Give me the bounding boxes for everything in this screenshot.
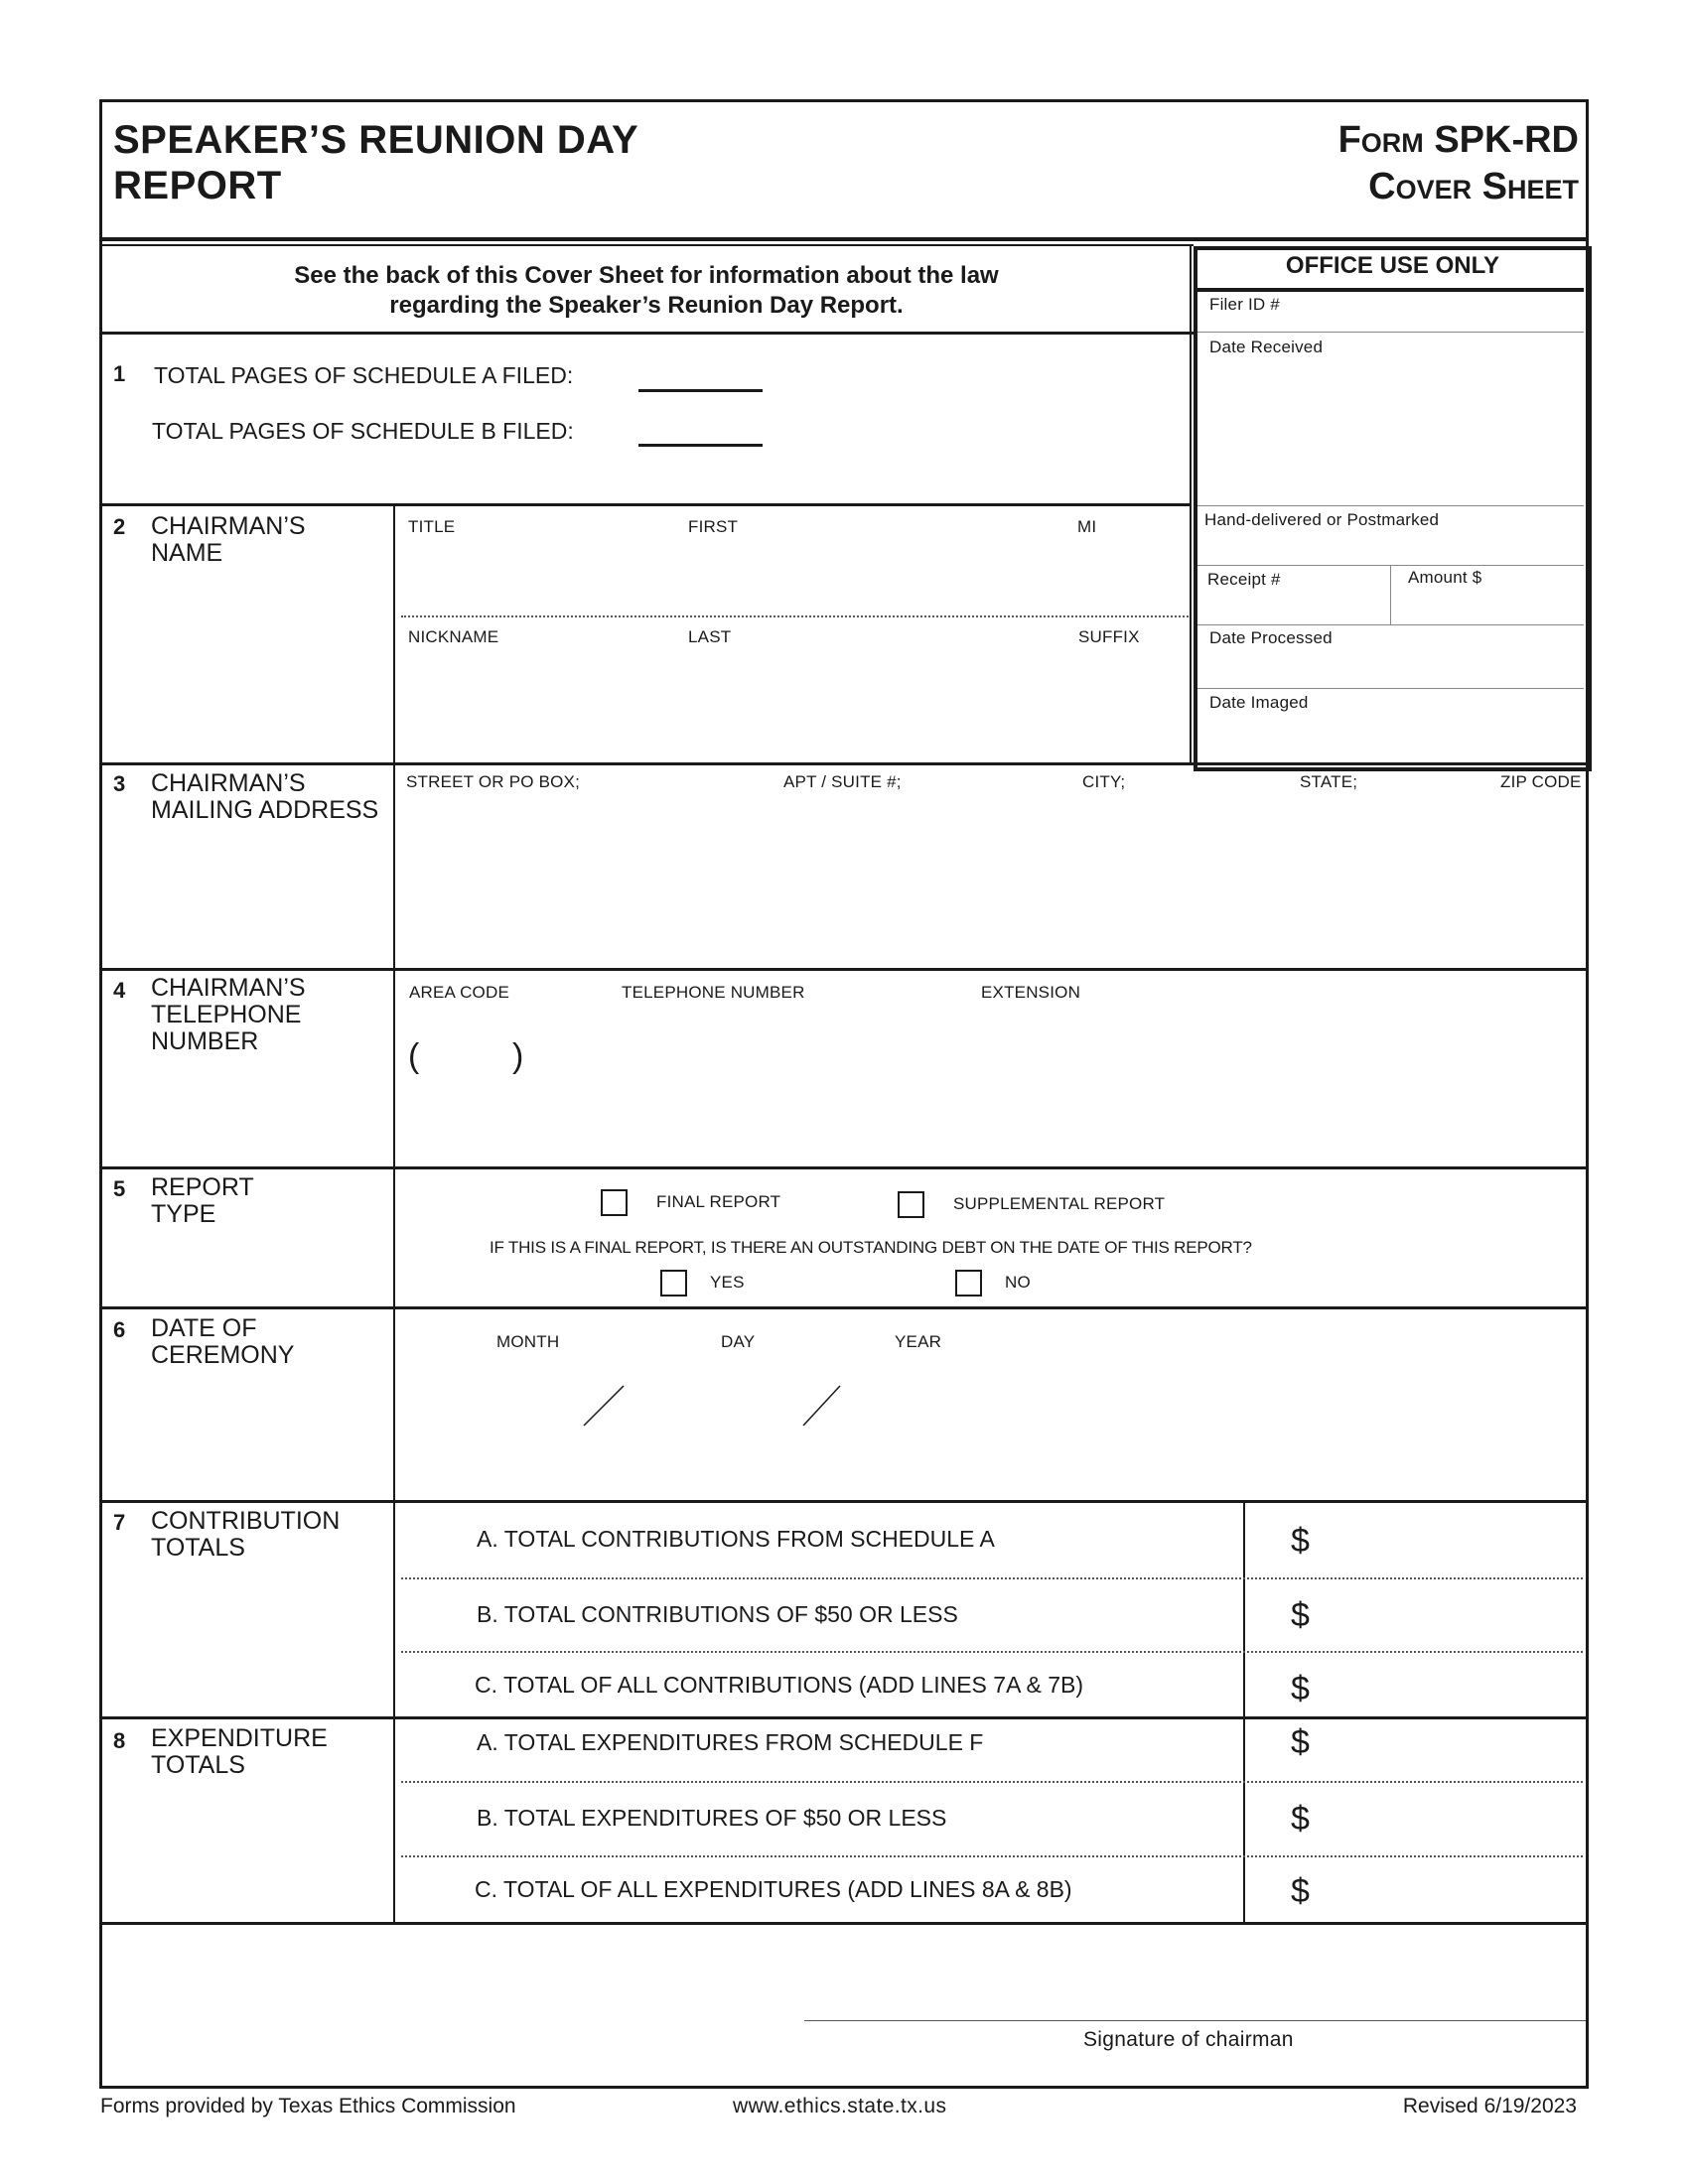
form-title-line2: REPORT — [113, 164, 282, 207]
contributions-c-amount-field[interactable] — [1321, 1660, 1579, 1714]
amount-label: Amount $ — [1408, 568, 1482, 587]
expenditures-line-b: B. TOTAL EXPENDITURES OF $50 OR LESS — [477, 1805, 947, 1831]
footer-website[interactable]: www.ethics.state.tx.us — [733, 2095, 947, 2117]
name-last-label: LAST — [688, 627, 732, 646]
date-slash-2 — [803, 1386, 840, 1426]
section-2-label-line2: NAME — [151, 539, 223, 567]
final-report-label: FINAL REPORT — [656, 1192, 781, 1211]
contributions-a-dollar: $ — [1291, 1522, 1310, 1560]
debt-no-checkbox[interactable] — [955, 1270, 982, 1297]
address-zip-label: ZIP CODE — [1500, 772, 1582, 791]
schedule-b-pages-field[interactable] — [638, 444, 763, 447]
section-6-rule — [99, 1500, 1589, 1503]
contributions-b-amount-field[interactable] — [1321, 1588, 1579, 1643]
header-rule — [99, 237, 1589, 241]
date-day-field[interactable] — [695, 1370, 794, 1430]
date-year-field[interactable] — [874, 1370, 1003, 1430]
name-first-label: FIRST — [688, 517, 739, 536]
contributions-line-c: C. TOTAL OF ALL CONTRIBUTIONS (ADD LINES 7A & 7B) — [475, 1672, 1084, 1698]
section-3-number: 3 — [113, 771, 126, 796]
name-suffix-label: SUFFIX — [1078, 627, 1140, 646]
contributions-row-divider-2 — [401, 1651, 1583, 1653]
office-use-heading-rule — [1197, 288, 1584, 292]
name-row-divider — [401, 615, 1189, 617]
filer-id-label: Filer ID # — [1209, 295, 1280, 314]
section-4-label-line1: CHAIRMAN’S — [151, 974, 306, 1002]
address-city-label: CITY; — [1082, 772, 1126, 791]
office-use-heading: OFFICE USE ONLY — [1285, 252, 1500, 279]
hand-delivered-label: Hand-delivered or Postmarked — [1204, 510, 1440, 529]
final-report-checkbox[interactable] — [601, 1189, 628, 1216]
receipt-label: Receipt # — [1207, 570, 1281, 589]
mailing-address-field[interactable] — [399, 794, 1581, 963]
section-5-rule — [99, 1306, 1589, 1309]
expenditures-b-dollar: $ — [1291, 1800, 1310, 1838]
expenditures-b-amount-field[interactable] — [1321, 1792, 1579, 1846]
section-8-rule — [99, 1922, 1589, 1925]
form-subtitle: Cover Sheet — [1368, 166, 1579, 207]
supplemental-report-label: SUPPLEMENTAL REPORT — [953, 1194, 1166, 1213]
supplemental-report-checkbox[interactable] — [898, 1191, 924, 1218]
date-imaged-label: Date Imaged — [1209, 693, 1309, 712]
section-7-label-line1: CONTRIBUTION — [151, 1507, 341, 1535]
section-7-label-line2: TOTALS — [151, 1534, 245, 1562]
telephone-number-field[interactable] — [616, 1032, 953, 1082]
form-number: Form SPK-RD — [1337, 119, 1579, 161]
section-5-label-line2: TYPE — [151, 1200, 216, 1228]
extension-field[interactable] — [977, 1032, 1275, 1082]
section-8-label-line1: EXPENDITURE — [151, 1724, 328, 1752]
notice — [102, 261, 1191, 321]
notice-rule — [99, 332, 1194, 335]
expenditures-line-a: A. TOTAL EXPENDITURES FROM SCHEDULE F — [477, 1729, 984, 1755]
signature-label: Signature of chairman — [1083, 2028, 1294, 2051]
area-code-paren-close: ) — [512, 1037, 524, 1075]
contributions-b-dollar: $ — [1291, 1596, 1310, 1634]
office-rule-4 — [1197, 624, 1584, 625]
frame-left — [99, 99, 102, 2089]
section-6-label — [151, 1315, 294, 1369]
section-2-label-line1: CHAIRMAN’S — [151, 512, 306, 540]
section-4-label — [151, 975, 306, 1055]
section-1-rule — [99, 503, 1192, 506]
frame-bottom — [99, 2086, 1589, 2089]
expenditures-row-divider-1 — [401, 1781, 1583, 1783]
date-received-label: Date Received — [1209, 338, 1324, 356]
section-4-label-line3: NUMBER — [151, 1027, 259, 1055]
debt-yes-label: YES — [710, 1273, 745, 1292]
phone-number-label: TELEPHONE NUMBER — [622, 983, 805, 1002]
contributions-a-amount-field[interactable] — [1321, 1519, 1579, 1573]
section-8-number: 8 — [113, 1728, 126, 1753]
notice-line2: regarding the Speaker’s Reunion Day Report. — [389, 292, 904, 319]
section-4-number: 4 — [113, 978, 126, 1003]
signature-line — [804, 2020, 1586, 2021]
footer-provider: Forms provided by Texas Ethics Commission — [100, 2095, 516, 2117]
header-rule-thin — [99, 244, 1194, 246]
phone-extension-label: EXTENSION — [981, 983, 1081, 1002]
label-column-divider — [393, 506, 395, 1922]
name-mi-label: MI — [1077, 517, 1097, 536]
date-month-field[interactable] — [477, 1370, 576, 1430]
debt-yes-checkbox[interactable] — [660, 1270, 687, 1297]
date-processed-label: Date Processed — [1209, 628, 1333, 647]
expenditures-row-divider-2 — [401, 1855, 1583, 1857]
form-id — [1082, 116, 1579, 209]
last-name-field[interactable] — [399, 647, 1189, 756]
notice-line1: See the back of this Cover Sheet for information about the law — [294, 262, 999, 289]
address-apt-label: APT / SUITE #; — [783, 772, 902, 791]
footer-revised-date: Revised 6/19/2023 — [1402, 2095, 1577, 2117]
form-title-line1: SPEAKER’S REUNION DAY — [113, 118, 639, 162]
office-rule-2 — [1197, 505, 1584, 506]
section-3-label-line2: MAILING ADDRESS — [151, 796, 379, 824]
section-6-label-line1: DATE OF — [151, 1314, 257, 1342]
section-4-label-line2: TELEPHONE — [151, 1001, 302, 1028]
office-rule-5 — [1197, 688, 1584, 689]
contributions-c-dollar: $ — [1291, 1670, 1310, 1707]
section-1-number: 1 — [113, 361, 126, 386]
signature-field[interactable] — [804, 1936, 1586, 2020]
phone-area-code-label: AREA CODE — [409, 983, 509, 1002]
contributions-line-a: A. TOTAL CONTRIBUTIONS FROM SCHEDULE A — [477, 1526, 995, 1552]
name-nickname-label: NICKNAME — [408, 627, 499, 646]
expenditures-a-amount-field[interactable] — [1321, 1722, 1579, 1777]
expenditures-c-amount-field[interactable] — [1321, 1863, 1579, 1918]
first-name-field[interactable] — [399, 536, 1189, 615]
section-4-rule — [99, 1166, 1589, 1169]
section-2-rule — [99, 762, 1589, 765]
frame-top — [99, 99, 1589, 102]
date-slash-1 — [584, 1386, 624, 1426]
section-7-number: 7 — [113, 1510, 126, 1535]
office-rule-1 — [1197, 332, 1584, 333]
form-title — [113, 117, 638, 208]
contributions-line-b: B. TOTAL CONTRIBUTIONS OF $50 OR LESS — [477, 1601, 958, 1627]
section-5-label-line1: REPORT — [151, 1173, 254, 1201]
section-8-label-line2: TOTALS — [151, 1751, 245, 1779]
address-street-label: STREET OR PO BOX; — [406, 772, 581, 791]
section-3-rule — [99, 968, 1589, 971]
schedule-b-pages-label: TOTAL PAGES OF SCHEDULE B FILED: — [152, 418, 574, 444]
amount-column-divider — [1243, 1503, 1245, 1922]
section-5-label — [151, 1174, 254, 1228]
area-code-field[interactable] — [425, 1032, 508, 1082]
section-7-rule — [99, 1716, 1589, 1719]
expenditures-line-c: C. TOTAL OF ALL EXPENDITURES (ADD LINES 8A & 8B) — [475, 1876, 1072, 1902]
outstanding-debt-question: IF THIS IS A FINAL REPORT, IS THERE AN OUTSTANDING DEBT ON THE DATE OF THIS REPORT? — [490, 1238, 1252, 1257]
debt-no-label: NO — [1005, 1273, 1031, 1292]
date-month-label: MONTH — [496, 1332, 560, 1351]
contributions-row-divider-1 — [401, 1577, 1583, 1579]
section-8-label — [151, 1725, 328, 1779]
section-5-number: 5 — [113, 1176, 126, 1201]
date-year-label: YEAR — [895, 1332, 942, 1351]
schedule-a-pages-field[interactable] — [638, 389, 763, 392]
section-3-label-line1: CHAIRMAN’S — [151, 769, 306, 797]
section-7-label — [151, 1508, 340, 1562]
section-6-number: 6 — [113, 1317, 126, 1342]
expenditures-c-dollar: $ — [1291, 1872, 1310, 1910]
schedule-a-pages-label: TOTAL PAGES OF SCHEDULE A FILED: — [154, 362, 574, 388]
expenditures-a-dollar: $ — [1291, 1723, 1310, 1761]
section-2-label — [151, 513, 306, 567]
section-2-number: 2 — [113, 514, 126, 539]
name-title-label: TITLE — [408, 517, 456, 536]
address-state-label: STATE; — [1300, 772, 1358, 791]
section-6-label-line2: CEREMONY — [151, 1341, 295, 1369]
section-3-label — [151, 770, 378, 824]
area-code-paren-open: ( — [408, 1037, 420, 1075]
date-day-label: DAY — [721, 1332, 756, 1351]
office-receipt-divider — [1390, 565, 1391, 624]
